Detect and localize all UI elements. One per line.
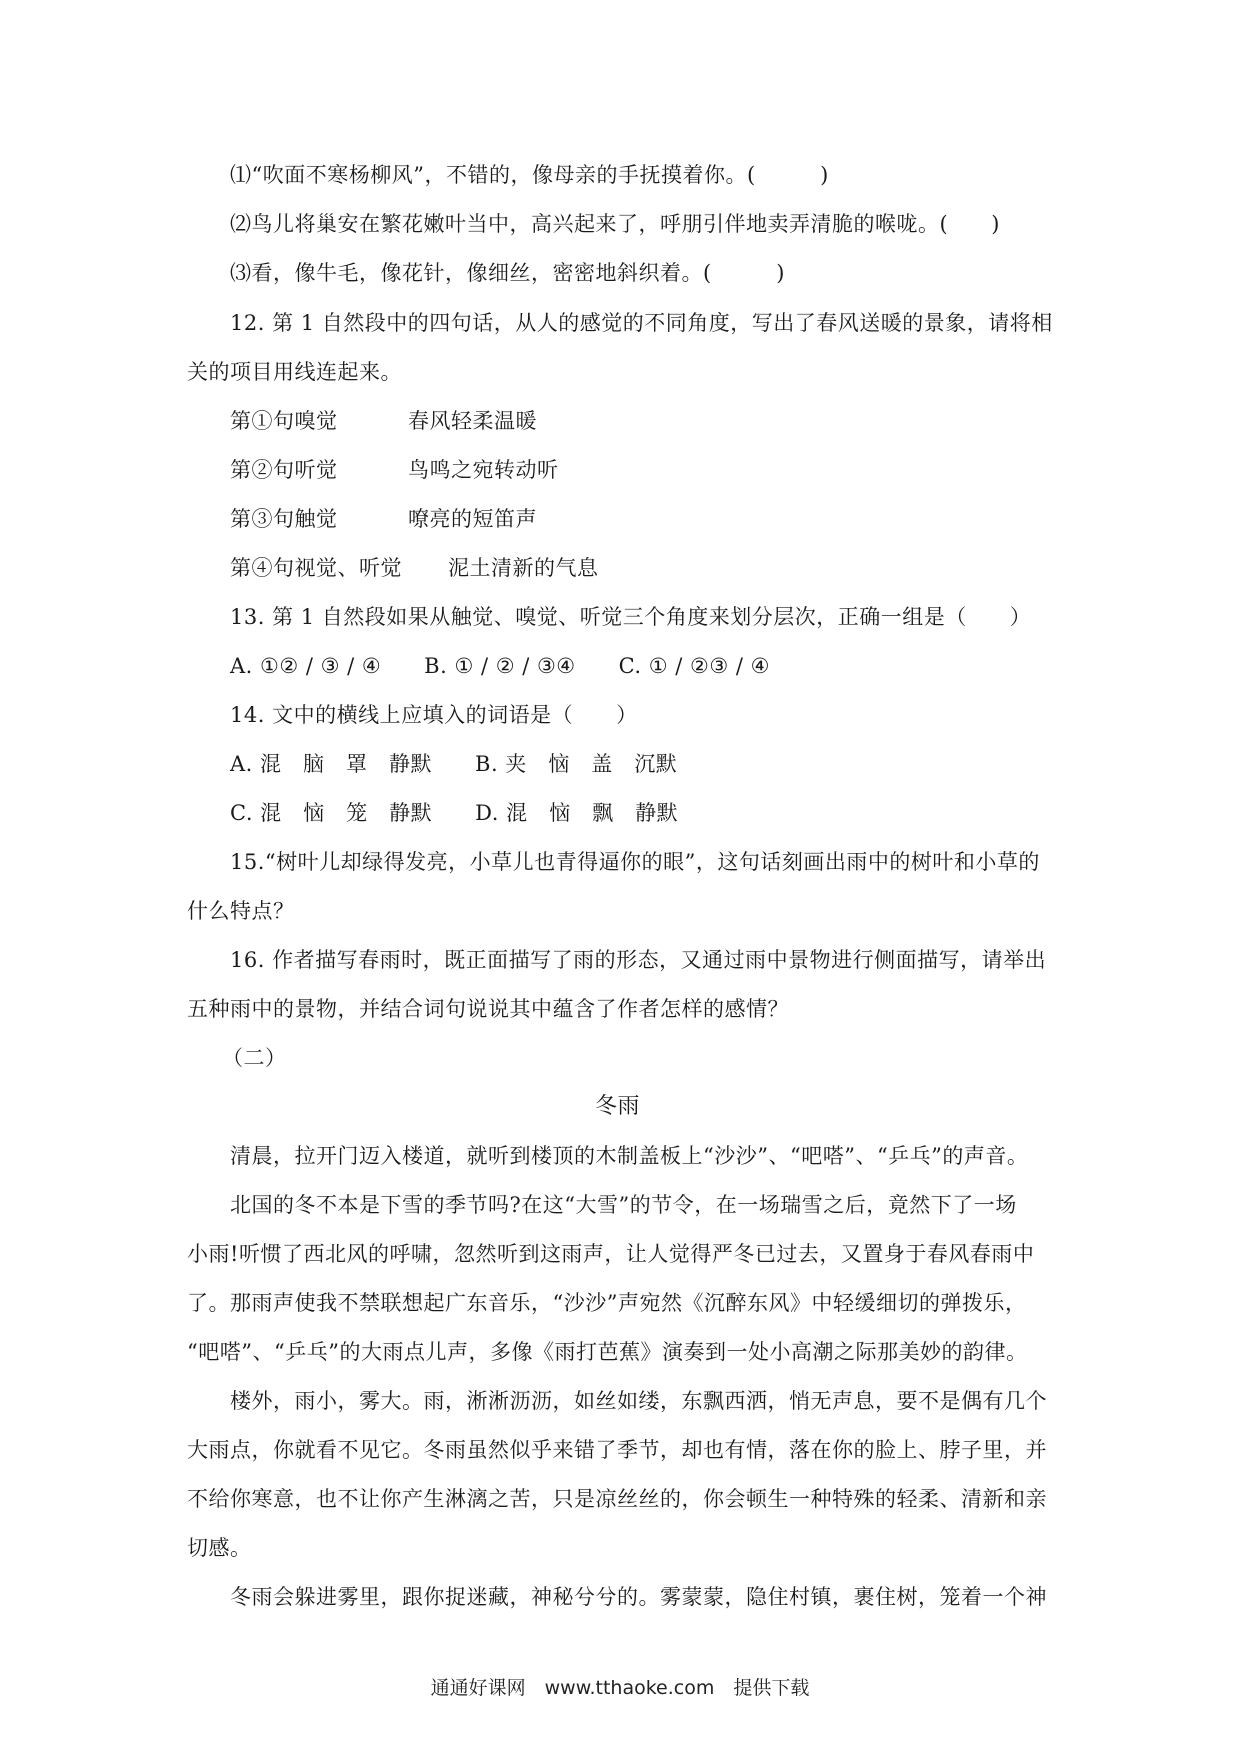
q12-right-1: 春风轻柔温暖 [408, 409, 537, 433]
passage-line: 清晨，拉开门迈入楼道，就听到楼顶的木制盖板上“沙沙”、“吧嗒”、“乒乓”的声音。 [230, 1144, 1029, 1168]
q12-stem-line1: 12. 第 1 自然段中的四句话，从人的感觉的不同角度，写出了春风送暖的景象，请将相 [230, 311, 1053, 335]
section-title: 冬雨 [595, 1094, 641, 1119]
passage-line: 北国的冬不本是下雪的季节吗?在这“大雪”的节令，在一场瑞雪之后，竟然下了一场 [230, 1193, 1017, 1217]
passage-line: 小雨!听惯了西北风的呼啸，忽然听到这雨声，让人觉得严冬已过去，又置身于春风春雨中 [187, 1242, 1035, 1266]
passage-line: 了。那雨声使我不禁联想起广东音乐，“沙沙”声宛然《沉醉东风》中轻缓细切的弹拨乐， [187, 1291, 1027, 1315]
q12-left-4: 第④句视觉、听觉 [230, 556, 402, 580]
q14-stem: 14. 文中的横线上应填入的词语是（ ） [230, 703, 638, 727]
q12-left-1: 第①句嗅觉 [230, 409, 338, 433]
passage-line: 不给你寒意，也不让你产生淋漓之苦，只是凉丝丝的，你会顿生一种特殊的轻柔、清新和亲 [187, 1487, 1047, 1511]
q15-stem-line2: 什么特点？ [187, 899, 295, 923]
q13-options: A. ①② / ③ / ④ B. ① / ② / ③④ C. ① / ②③ / ④ [230, 654, 770, 678]
passage-line: 楼外，雨小，雾大。雨，淅淅沥沥，如丝如缕，东飘西洒，悄无声息，要不是偶有几个 [230, 1389, 1047, 1413]
page-footer: 通通好课网 www.tthaoke.com 提供下载 [430, 1677, 810, 1699]
q12-left-2: 第②句听觉 [230, 458, 338, 482]
q14-options-1: A. 混 脑 罩 静默 B. 夹 恼 盖 沉默 [230, 752, 678, 776]
q12-right-2: 鸟鸣之宛转动听 [408, 458, 559, 482]
passage-line: 大雨点，你就看不见它。冬雨虽然似乎来错了季节，却也有情，落在你的脸上、脖子里，并 [187, 1438, 1047, 1462]
passage-line: 切感。 [187, 1536, 252, 1560]
q12-left-3: 第③句触觉 [230, 507, 338, 531]
q15-stem-line1: 15.“树叶儿却绿得发亮，小草儿也青得逼你的眼”，这句话刻画出雨中的树叶和小草的 [230, 850, 1040, 874]
q16-stem-line2: 五种雨中的景物，并结合词句说说其中蕴含了作者怎样的感情？ [187, 997, 789, 1021]
passage-line: 冬雨会躲进雾里，跟你捉迷藏，神秘兮兮的。雾蒙蒙，隐住村镇，裹住树，笼着一个神 [230, 1585, 1047, 1609]
q11-item-3: ⑶看，像牛毛，像花针，像细丝，密密地斜织着。( ) [230, 261, 785, 285]
q14-options-2: C. 混 恼 笼 静默 D. 混 恼 飘 静默 [230, 801, 679, 825]
section-label: （二） [222, 1046, 287, 1070]
q11-item-1: ⑴“吹面不寒杨柳风”，不错的，像母亲的手抚摸着你。( ) [230, 163, 829, 187]
q16-stem-line1: 16. 作者描写春雨时，既正面描写了雨的形态，又通过雨中景物进行侧面描写，请举出 [230, 948, 1047, 972]
q12-right-4: 泥土清新的气息 [448, 556, 599, 580]
q11-item-2: ⑵鸟儿将巢安在繁花嫩叶当中，高兴起来了，呼朋引伴地卖弄清脆的喉咙。( ) [230, 212, 1000, 236]
q12-right-3: 嘹亮的短笛声 [408, 507, 537, 531]
passage-line: “吧嗒”、“乒乓”的大雨点儿声，多像《雨打芭蕉》演奏到一处小高潮之际那美妙的韵律。 [187, 1340, 1028, 1364]
q13-stem: 13. 第 1 自然段如果从触觉、嗅觉、听觉三个角度来划分层次，正确一组是（ ） [230, 605, 1032, 629]
q12-stem-line2: 关的项目用线连起来。 [187, 360, 402, 384]
